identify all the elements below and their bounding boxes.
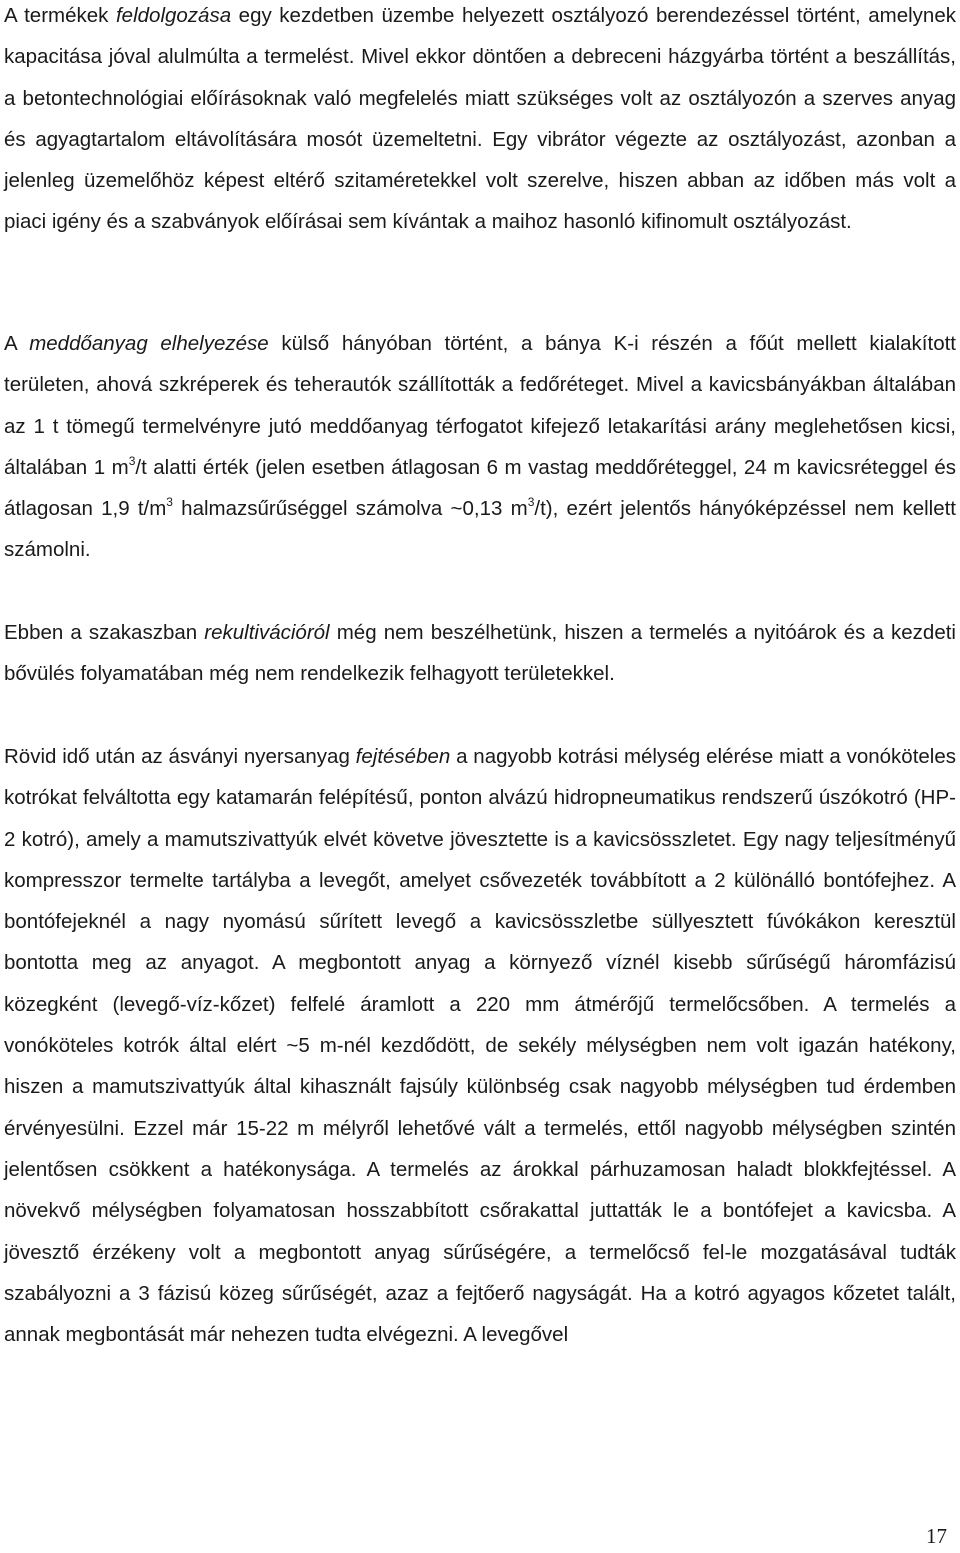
page-number: 17 [926, 1524, 947, 1548]
paragraph-processing: A termékek feldolgozása egy kezdetben üzembe helyezett osztályozó berendezéssel történt, amelynek kapacitása jóval alulmúlta a termelést. Mivel ekkor döntően a debreceni házgyárba történt a beszállítás, a betontechnológiai előírásoknak való megfelelés miatt szükséges volt az osztályozón a szerves anyag és agyagtartalom eltávolítására mosót üzemeltetni. Egy vibrátor végezte az osztályozást, azonban a jelenleg üzemelőhöz képest eltérő szitaméretekkel volt szerelve, hiszen abban az időben más volt a piaci igény és a szabványok előírásai sem kívántak a maihoz hasonló kifinomult osztályozást. [4, 4, 956, 234]
paragraph-recultivation: Ebben a szakaszban rekultivációról még nem beszélhetünk, hiszen a termelés a nyitóárok és a kezdeti bővülés folyamatában még nem rendelkezik felhagyott területekkel. [4, 621, 956, 686]
paragraph-overburden: A meddőanyag elhelyezése külső hányóban történt, a bánya K-i részén a főút mellett kialakított területen, ahová szkréperek és teherautók szállították a fedőréteget. Mivel a kavicsbányákban általában az 1 t tömegű termelvényre jutó meddőanyag térfogatot kifejező letakarítási arány meglehetősen kicsi, általában 1 $m^3/t$ alatti érték (jelen esetben átlagosan 6 m vastag meddőréteggel, 24 m kavicsréteggel és átlagosan 1,9 $t/m^3$ halmazsűrűséggel számolva ~0,13 $m^3/t$), ezért jelentős hányóképzéssel nem kellett számolni. [4, 332, 957, 562]
paragraph-extraction: Rövid idő után az ásványi nyersanyag fejtésében a nagyobb kotrási mélység elérése miatt a vonóköteles kotrókat felváltotta egy katamarán felépítésű, ponton alvázú hidropneumatikus rendszerű úszókotró (HP-2 kotró), amely a mamutszivattyúk elvét követve jövesztette is a kavicsösszletet. Egy nagy teljesítményű kompresszor termelte tartályba a levegőt, amelyet csővezeték továbbított a 2 különálló bontófejhez. A bontófejeknél a nagy nyomású sűrített levegő a kavicsösszletbe süllyesztett fúvókákon keresztül bontotta meg az anyagot. A megbontott anyag a környező víznél kisebb sűrűségű háromfázisú közegként (levegő-víz-kőzet) felfelé áramlott a 220 mm átmérőjű termelőcsőben. A termelés a vonóköteles kotrók által elért ~5 m-nél kezdődött, de sekély mélységben nem volt igazán hatékony, hiszen a mamutszivattyúk által kihasznált fajsúly különbség csak nagyobb mélységben tud érdemben érvényesülni. Ezzel már 15-22 m mélyről lehetővé vált a termelés, ettől nagyobb mélységben szintén jelentősen csökkent a hatékonysága. A termelés az árokkal párhuzamosan haladt blokkfejtéssel. A növekvő mélységben folyamatosan hosszabbított csőrakattal juttatták le a bontófejet a kavicsba. A jövesztő érzékeny volt a megbontott anyag sűrűségére, a termelőcső fel-le mozgatásával tudták szabályozni a 3 fázisú közeg sűrűségét, azaz a fejtőerő nagyságát. Ha a kotró agyagos kőzetet talált, annak megbontását már nehezen tudta elvégezni. A levegővel [4, 745, 956, 1347]
